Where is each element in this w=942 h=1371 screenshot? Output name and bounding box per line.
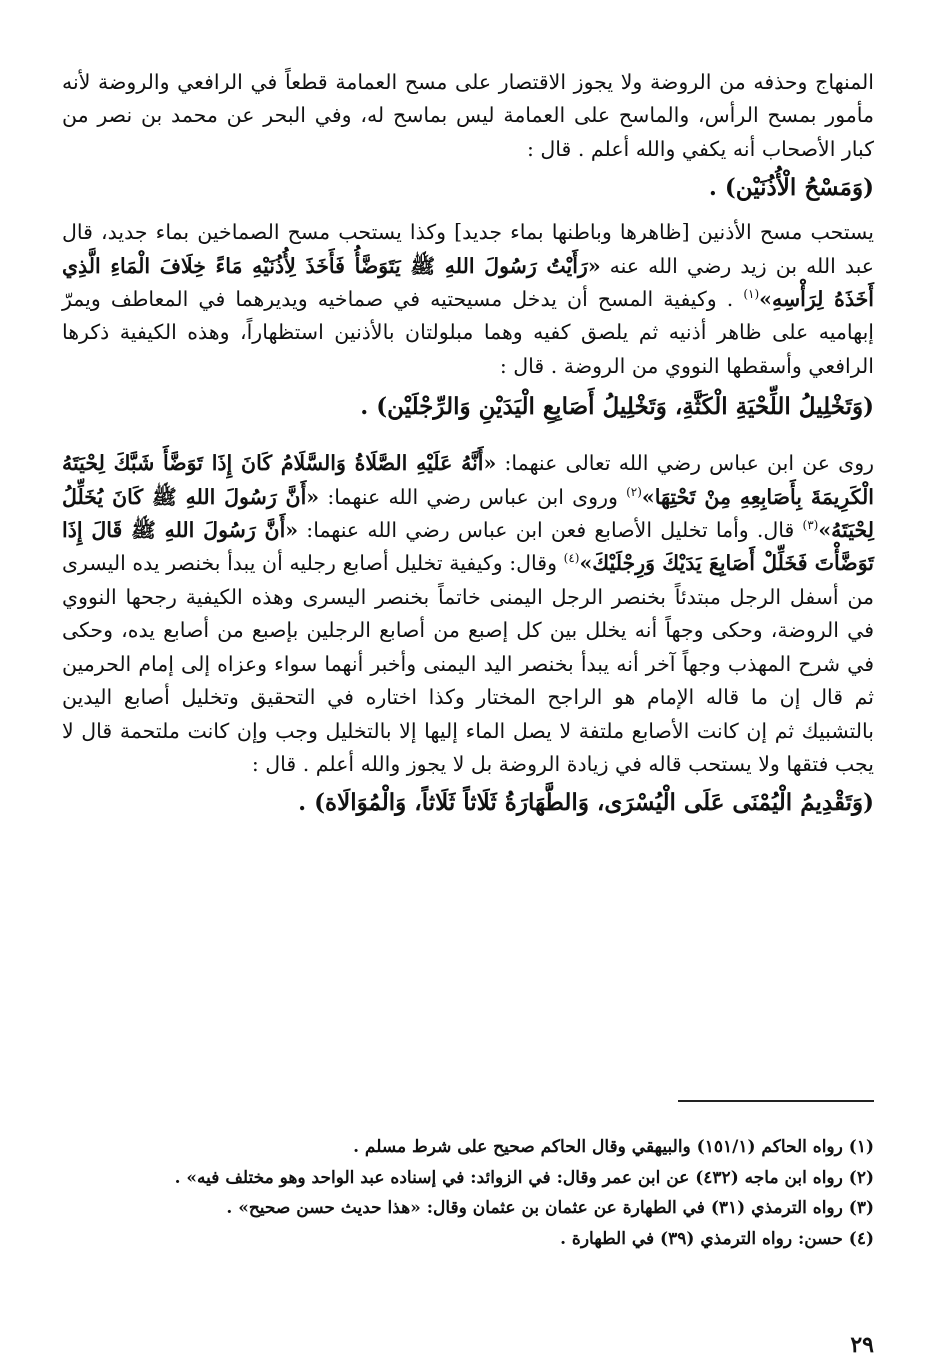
heading-masah-udhunayn: (وَمَسْحُ الْأُذُنَيْن) . bbox=[708, 174, 874, 202]
footnote-ref-3: (٣) bbox=[802, 518, 819, 533]
footnote-ref-4: (٤) bbox=[563, 551, 580, 566]
footnote-ref-2: (٢) bbox=[626, 484, 642, 499]
footnote-1: (١) رواه الحاكم (١٥١/١) والبيهقي وقال الحاكم صحيح على شرط مسلم . bbox=[353, 1137, 874, 1157]
footnotes bbox=[62, 1132, 874, 1254]
heading-takhlil: (وَتَخْلِيلُ اللِّحْيَةِ الْكَثَّةِ، وَتَخْلِيلُ أَصَابِعِ الْيَدَيْنِ وَالرِّجْلَيْن) . bbox=[360, 393, 874, 421]
footnotes-divider bbox=[678, 1100, 874, 1102]
paragraph-text: وروى ابن عباس رضي الله عنهما: bbox=[319, 484, 627, 509]
page-number: ٢٩ bbox=[850, 1332, 874, 1358]
paragraph-masah-ears bbox=[62, 216, 874, 383]
footnote-3: (٣) رواه الترمذي (٣١) في الطهارة عن عثمان بن عثمان وقال: «هذا حديث حسن صحيح» . bbox=[226, 1198, 874, 1218]
paragraph-masah-imama: المنهاج وحذفه من الروضة ولا يجوز الاقتصار على مسح العمامة قطعاً في الرافعي والروضة لأنه مأمور بمسح الرأس، والماسح على العمامة ليس بماسح له، وفي البحر عن محمد بن نصر من كبار الأصحاب أنه يكفي والله أعلم . قال : bbox=[62, 70, 874, 161]
hadith-quote: «أَنَّ رَسُولَ اللهِ ﷺ كَانَ يُخَلِّلُ لِحْيَتَهُ» bbox=[62, 484, 874, 543]
footnote-4: (٤) حسن: رواه الترمذي (٣٩) في الطهارة . bbox=[560, 1228, 874, 1249]
paragraph-text: قال. وأما تخليل الأصابع فعن ابن عباس رضي الله عنهما: bbox=[298, 518, 803, 543]
hadith-quote: «أَنَّ رَسُولَ اللهِ ﷺ قَالَ إِذَا تَوَضَّأْتَ فَخَلِّلْ أَصَابِعَ يَدَيْكَ وَرِجْلَيْكَ» bbox=[62, 518, 874, 576]
heading-taqdim: (وَتَقْدِيمُ الْيُمْنَى عَلَى الْيُسْرَى، وَالطَّهَارَةُ ثَلَاثاً ثَلَاثاً، وَالْمُوَالَاة) . bbox=[298, 789, 874, 817]
footnote-ref-1: (١) bbox=[743, 287, 760, 302]
footnote-2: (٢) رواه ابن ماجه (٤٣٢) عن ابن عمر وقال: في الزوائد: في إسناده عبد الواحد وهو مختلف فيه» . bbox=[174, 1167, 874, 1188]
paragraph-text: وقال: وكيفية تخليل أصابع رجليه أن يبدأ بخنصر يده اليسرى من أسفل الرجل مبتدئاً بخنصر الرجل اليمنى خاتماً بخنصر اليسرى وهذه الكيفية رجحها النووي في الروضة، وحكى وجهاً أنه يخلل بين كل إصبع من أصابع الرجلين بإصبع من أصابع يده، وحكى في شرح المهذب وجهاً آخر أنه يبدأ بخنصر اليد اليمنى وأخبر أنهما سواء وعزاه إلى إمام الحرمين ثم قال إن ما قاله الإمام هو الراجح المختار وكذا اختاره في التحقيق وتخليل أصابع اليدين بالتشبيك ثم إن كانت الأصابع ملتفة لا يصل الماء إليها إلا بالتخليل وجب وإن كانت ملتحمة قال لا يجب فتقها ولا يستحب قاله في زيادة الروضة بل لا يجوز والله أعلم . قال : bbox=[62, 551, 874, 776]
paragraph-takhlil bbox=[62, 447, 874, 781]
paragraph-text: . وكيفية المسح أن يدخل مسيحتيه في صماخيه ويديرهما في المعاطف ويمرّ إبهاميه على ظاهر أذنيه ثم يلصق كفيه وهما مبلولتان بالأذنين استظهاراً، وهذه الكيفية ذكرها الرافعي وأسقطها النووي من الروضة . قال : bbox=[62, 287, 874, 378]
hadith-quote: «أَنَّهُ عَلَيْهِ الصَّلَاةُ وَالسَّلَامُ كَانَ إِذَا تَوَضَّأَ شَبَّكَ لِحْيَتَهُ الْكَرِيمَةَ بِأَصَابِعِهِ مِنْ تَحْتِهَا» bbox=[62, 451, 874, 509]
hadith-quote: «رَأَيْتُ رَسُولَ اللهِ ﷺ يَتَوَضَّأُ فَأَخَذَ لِأُذُنَيْهِ مَاءً خِلَافَ الْمَاءِ الَّذِي أَخَذَهُ لِرَأْسِهِ» bbox=[62, 253, 874, 312]
paragraph-text: روى عن ابن عباس رضي الله تعالى عنهما: bbox=[496, 451, 874, 476]
paragraph-text: يستحب مسح الأذنين [ظاهرها وباطنها بماء جديد] وكذا يستحب مسح الصماخين بماء جديد، قال عبد الله بن زيد رضي الله عنه bbox=[62, 220, 874, 278]
book-page bbox=[62, 66, 874, 1356]
